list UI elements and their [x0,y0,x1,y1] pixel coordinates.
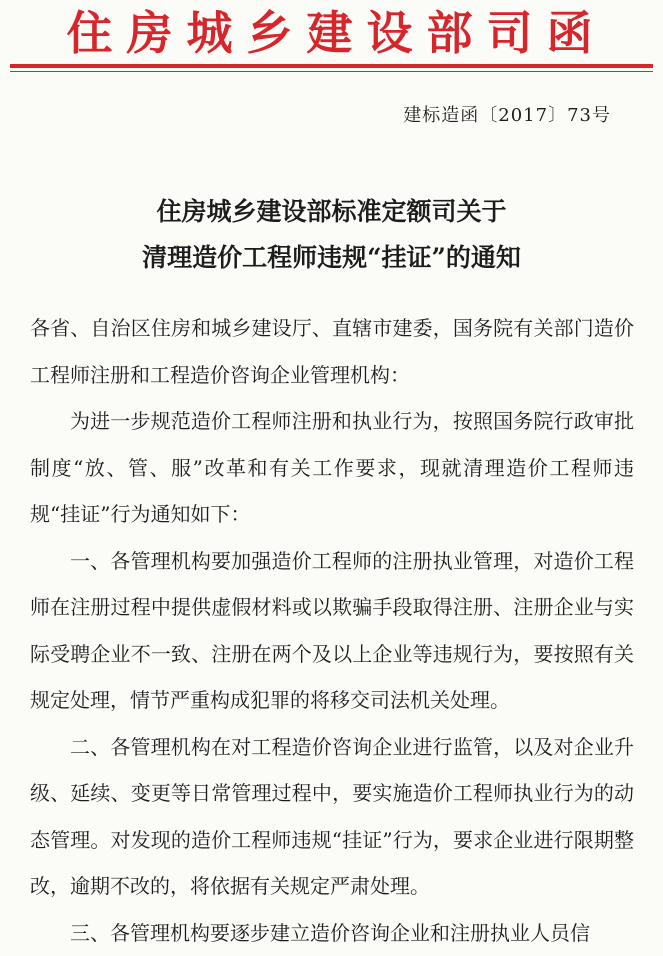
item-2-paragraph: 二、各管理机构在对工程造价咨询企业进行监管，以及对企业升级、延续、变更等日常管理过程中，要实施造价工程师执业行为的动态管理。对发现的造价工程师违规“挂证”行为，要求企业进行限期整改，逾期不改的，将依据有关规定严肃处理。 [30,724,634,910]
item-3-paragraph: 三、各管理机构要逐步建立造价咨询企业和注册执业人员信 [30,910,634,956]
document-title-line-2: 清理造价工程师违规“挂证”的通知 [0,241,663,275]
document-title-line-1: 住房城乡建设部标准定额司关于 [0,195,663,229]
document-number: 建标造函〔2017〕73号 [403,104,611,128]
letterhead-title: 住房城乡建设部司函 [0,6,663,60]
intro-paragraph: 为进一步规范造价工程师注册和执业行为，按照国务院行政审批制度“放、管、服”改革和有关工作要求，现就清理造价工程师违规“挂证”行为通知如下： [30,398,634,538]
document-body [30,305,634,956]
letterhead-rule-thick [10,64,653,68]
letterhead-rule-thin [10,71,653,72]
addressee-paragraph: 各省、自治区住房和城乡建设厅、直辖市建委，国务院有关部门造价工程师注册和工程造价咨询企业管理机构： [30,305,634,398]
item-1-paragraph: 一、各管理机构要加强造价工程师的注册执业管理，对造价工程师在注册过程中提供虚假材料或以欺骗手段取得注册、注册企业与实际受聘企业不一致、注册在两个及以上企业等违规行为，要按照有关规定处理，情节严重构成犯罪的将移交司法机关处理。 [30,538,634,724]
